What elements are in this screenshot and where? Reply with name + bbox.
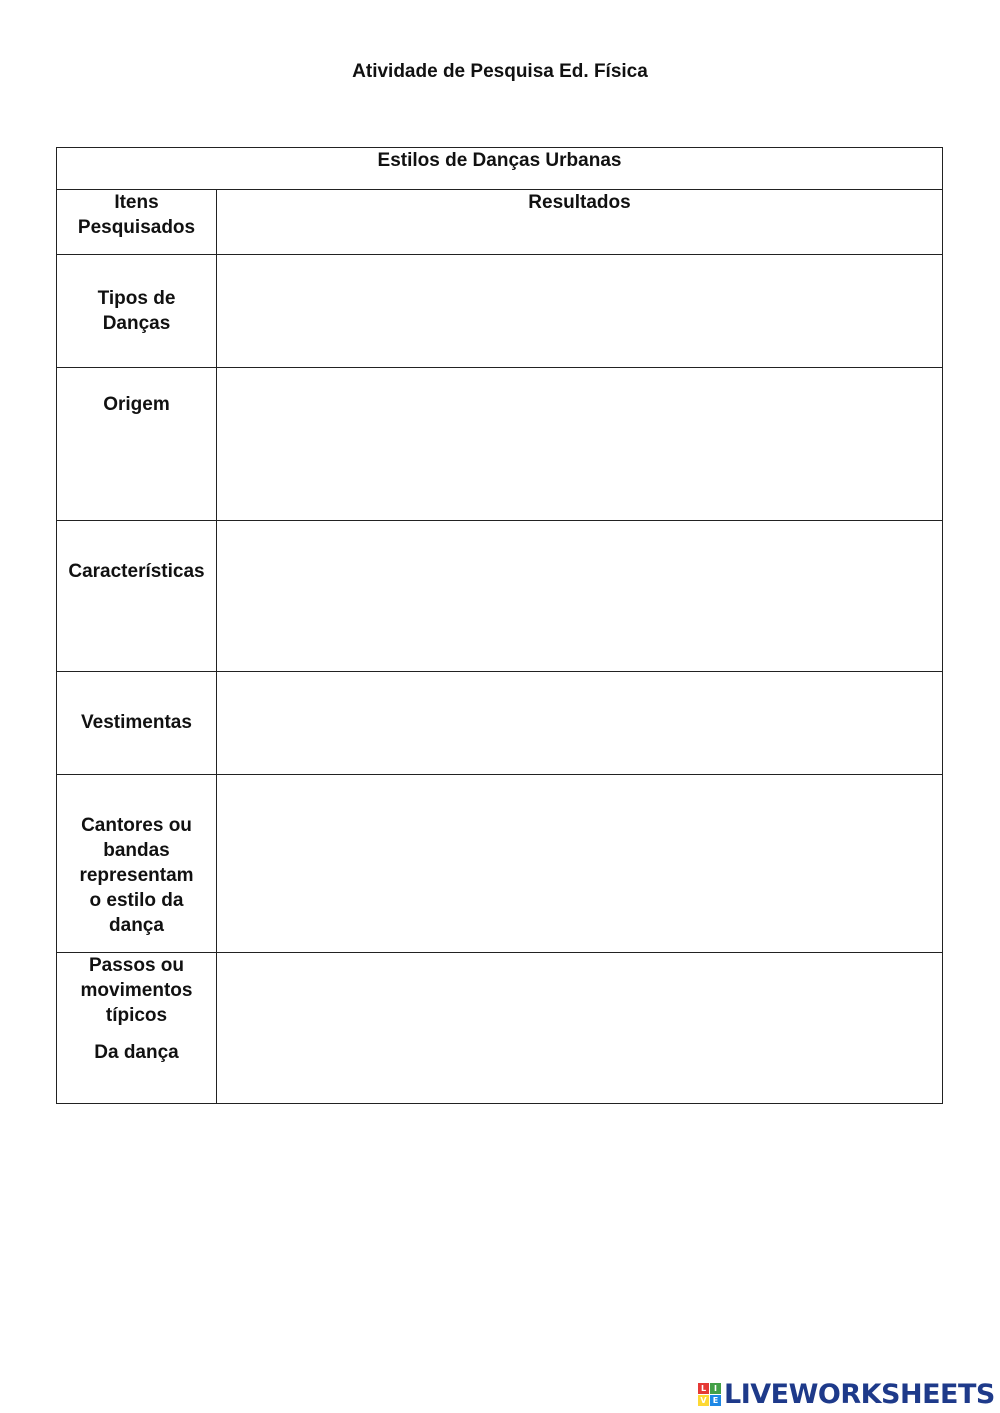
- row-label-cell: [57, 521, 217, 672]
- research-table: [56, 147, 943, 1104]
- result-answer-field[interactable]: [217, 368, 943, 521]
- header-item-cell: [57, 190, 217, 255]
- row-label-cell: [57, 775, 217, 953]
- logo-mark-tile: E: [710, 1395, 721, 1406]
- row-label-line: Cantores ou: [81, 815, 192, 836]
- row-label-cell: [57, 368, 217, 521]
- table-row: [57, 672, 943, 775]
- table-row: [57, 521, 943, 672]
- result-answer-field[interactable]: [217, 255, 943, 368]
- row-label-line: Tipos de: [97, 288, 176, 309]
- table-row: [57, 953, 943, 1104]
- table-row: [57, 255, 943, 368]
- row-label-line: Passos ou: [88, 955, 185, 976]
- row-label-line: dança: [109, 915, 164, 936]
- row-label-cell: [57, 953, 217, 1104]
- row-label-line: bandas: [103, 840, 170, 861]
- logo-mark-tile: V: [698, 1395, 709, 1406]
- logo-mark-tile: L: [698, 1383, 709, 1394]
- logo-text: LIVEWORKSHEETS: [724, 1378, 995, 1410]
- logo-mark-tile: I: [710, 1383, 721, 1394]
- header-item-line: Pesquisados: [77, 217, 196, 238]
- row-label-line: Origem: [103, 394, 170, 415]
- table-caption-cell: [57, 148, 943, 190]
- table-caption-row: [57, 148, 943, 190]
- header-result-cell: [217, 190, 943, 255]
- row-label-line: Vestimentas: [81, 712, 192, 733]
- header-item-line: Itens: [114, 192, 159, 213]
- row-label-line: típicos: [105, 1005, 168, 1026]
- row-label-line: Danças: [102, 313, 171, 334]
- row-label-line: representam: [79, 865, 194, 886]
- row-label-line: o estilo da: [89, 890, 184, 911]
- row-label-extra-line: Da dança: [94, 1042, 179, 1063]
- result-answer-field[interactable]: [217, 775, 943, 953]
- row-label-cell: [57, 672, 217, 775]
- row-label-cell: [57, 255, 217, 368]
- logo-mark-icon: [698, 1383, 721, 1406]
- table-row: [57, 368, 943, 521]
- result-answer-field[interactable]: [217, 521, 943, 672]
- document-title: Atividade de Pesquisa Ed. Física: [352, 61, 648, 82]
- table-row: [57, 775, 943, 953]
- table-header-row: [57, 190, 943, 255]
- liveworksheets-logo: [698, 1378, 995, 1410]
- result-answer-field[interactable]: [217, 672, 943, 775]
- row-label-line: movimentos: [80, 980, 193, 1001]
- table-caption: Estilos de Danças Urbanas: [377, 150, 622, 171]
- row-label-line: Características: [68, 561, 205, 582]
- result-answer-field[interactable]: [217, 953, 943, 1104]
- header-result-label: Resultados: [528, 192, 631, 213]
